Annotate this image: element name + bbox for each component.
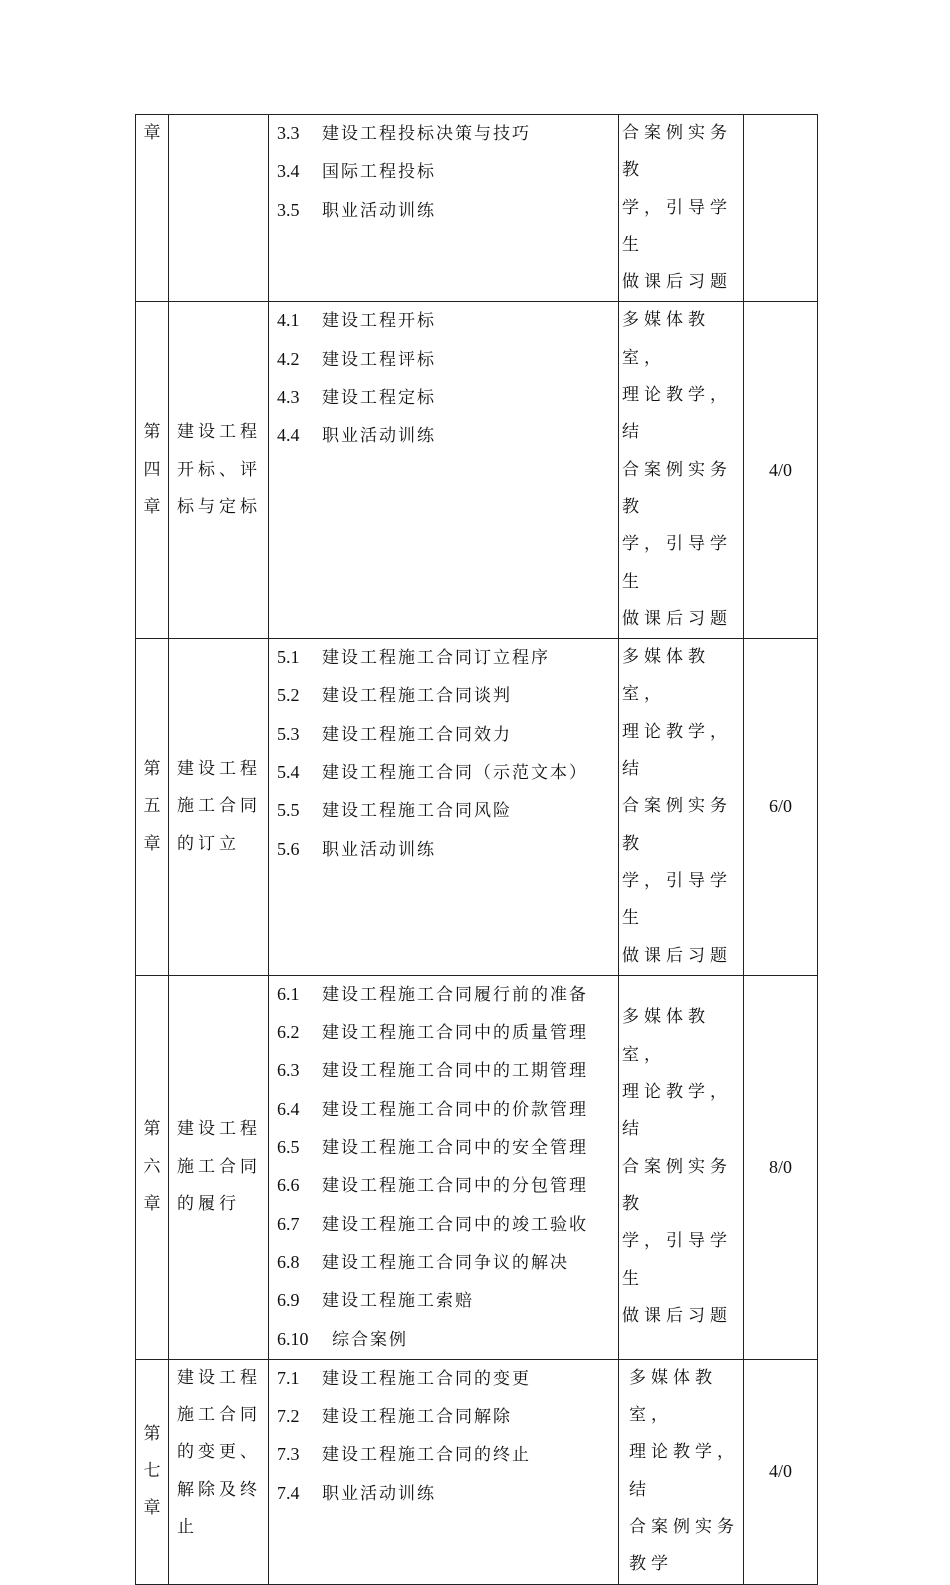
section-title: 建设工程施工合同风险 — [322, 801, 512, 822]
section-item — [277, 1360, 618, 1398]
section-item — [277, 379, 618, 417]
chapter-title-cell — [169, 115, 269, 302]
section-title: 建设工程评标 — [322, 349, 436, 370]
chapter-title — [169, 751, 268, 863]
chapter-title-cell — [169, 975, 269, 1359]
sections-cell — [269, 302, 619, 639]
chapter-title-line: 建设工程 — [177, 1367, 261, 1388]
section-number: 6.2 — [277, 1022, 300, 1043]
section-title: 建设工程施工合同订立程序 — [322, 648, 550, 669]
section-number: 3.3 — [277, 123, 300, 143]
section-title: 建设工程施工合同效力 — [322, 724, 512, 745]
sections-cell — [269, 115, 619, 302]
hours-value: 4/0 — [768, 459, 792, 480]
section-item — [277, 792, 618, 830]
chapter-title-line: 的履行 — [177, 1193, 240, 1214]
teaching-method-line: 教学 — [629, 1554, 673, 1575]
chapter-title-line: 的变更、 — [177, 1442, 261, 1463]
section-number: 3.4 — [277, 161, 300, 182]
section-number: 5.6 — [277, 838, 300, 859]
section-number: 7.2 — [277, 1406, 300, 1427]
chapter-title — [169, 414, 268, 526]
teaching-method-cell — [619, 639, 744, 976]
chapter-cell — [136, 115, 169, 302]
section-item — [277, 716, 618, 754]
teaching-method-line: 做课后习题 — [622, 1305, 732, 1326]
chapter-cell — [136, 1359, 169, 1584]
teaching-method-line: 多媒体教室， — [629, 1367, 717, 1426]
syllabus-table — [135, 114, 818, 1585]
section-title: 建设工程施工合同中的质量管理 — [322, 1023, 588, 1044]
section-title: 建设工程施工合同中的安全管理 — [322, 1138, 588, 1159]
section-item — [277, 153, 618, 191]
section-item — [277, 1206, 618, 1244]
chapter-char: 第 — [143, 422, 161, 443]
teaching-method-line: 理论教学，结 — [629, 1442, 739, 1500]
section-title: 建设工程施工合同中的竣工验收 — [322, 1214, 588, 1235]
section-item — [277, 192, 618, 230]
hours-cell — [744, 115, 818, 302]
chapter-cell — [136, 302, 169, 639]
chapter-char: 章 — [143, 496, 161, 517]
section-item — [277, 639, 618, 677]
hours-cell — [744, 975, 818, 1359]
teaching-method-line: 学，引导学生 — [622, 1231, 732, 1289]
teaching-method-line: 学，引导学生 — [622, 870, 732, 929]
chapter-char: 第 — [143, 1119, 161, 1140]
section-item — [277, 1436, 618, 1474]
chapter-char: 章 — [143, 123, 161, 143]
section-number: 5.5 — [277, 800, 300, 821]
chapter-char: 章 — [143, 833, 161, 854]
chapter-label — [136, 115, 168, 152]
chapter-cell — [136, 639, 169, 976]
teaching-method-line: 多媒体教室， — [622, 1007, 710, 1065]
chapter-title-line: 建设工程 — [177, 759, 261, 780]
section-title: 建设工程施工合同争议的解决 — [322, 1252, 569, 1273]
chapter-title-line: 的订立 — [177, 833, 240, 854]
section-number: 4.1 — [277, 310, 300, 331]
section-number: 3.5 — [277, 199, 300, 220]
teaching-method — [619, 1360, 743, 1584]
hours-value: 8/0 — [768, 1156, 792, 1177]
section-item — [277, 1129, 618, 1167]
chapter-title-line: 止 — [177, 1516, 198, 1537]
chapter-char: 第 — [143, 1423, 161, 1444]
section-number: 6.4 — [277, 1098, 300, 1119]
section-number: 4.4 — [277, 425, 300, 446]
section-title: 职业活动训练 — [322, 426, 436, 447]
chapter-title-line: 建设工程 — [177, 422, 261, 443]
chapter-char: 六 — [143, 1156, 161, 1177]
section-number: 7.3 — [277, 1444, 300, 1465]
hours-cell — [744, 1359, 818, 1584]
chapter-title-cell — [169, 302, 269, 639]
chapter-char: 章 — [143, 1498, 161, 1519]
section-title: 职业活动训练 — [322, 839, 436, 860]
hours-value: 6/0 — [768, 796, 792, 817]
chapter-char: 第 — [143, 759, 161, 780]
teaching-method-line: 合案例实务教 — [622, 123, 732, 181]
chapter-title-cell — [169, 1359, 269, 1584]
section-number: 4.2 — [277, 348, 300, 369]
section-item — [277, 417, 618, 455]
chapter-char: 章 — [143, 1193, 161, 1214]
teaching-method-cell — [619, 975, 744, 1359]
teaching-method — [619, 302, 743, 638]
hours-cell — [744, 639, 818, 976]
teaching-method-line: 合案例实务教 — [622, 1156, 732, 1214]
section-item — [277, 302, 618, 340]
teaching-method — [619, 999, 743, 1335]
section-item — [277, 1167, 618, 1205]
teaching-method-line: 合案例实务 — [629, 1516, 739, 1537]
section-title: 职业活动训练 — [322, 1483, 436, 1504]
section-number: 6.6 — [277, 1175, 300, 1196]
section-title: 建设工程施工合同履行前的准备 — [322, 984, 588, 1005]
section-title: 职业活动训练 — [322, 200, 436, 221]
teaching-method-cell — [619, 115, 744, 302]
teaching-method-line: 理论教学，结 — [622, 385, 732, 443]
teaching-method-line: 做课后习题 — [622, 945, 732, 966]
chapter-title — [169, 1360, 268, 1546]
chapter-title-line: 施工合同 — [177, 796, 261, 817]
table-row — [136, 115, 818, 302]
teaching-method-line: 理论教学，结 — [622, 1082, 732, 1140]
chapter-title — [169, 1111, 268, 1223]
section-list — [269, 302, 618, 455]
teaching-method-line: 做课后习题 — [622, 608, 732, 629]
chapter-title-cell — [169, 639, 269, 976]
section-list — [269, 1360, 618, 1513]
section-item — [277, 976, 618, 1014]
teaching-method-line: 多媒体教室， — [622, 310, 710, 368]
section-number: 4.3 — [277, 387, 300, 408]
section-number: 5.2 — [277, 685, 300, 706]
teaching-method-line: 学，引导学生 — [622, 197, 732, 255]
section-title: 建设工程施工合同中的工期管理 — [322, 1061, 588, 1082]
section-item — [277, 1091, 618, 1129]
section-number: 5.4 — [277, 762, 300, 783]
section-item — [277, 1475, 618, 1513]
section-number: 7.1 — [277, 1367, 300, 1388]
section-number: 6.5 — [277, 1137, 300, 1158]
section-list — [269, 639, 618, 869]
section-number: 6.9 — [277, 1290, 300, 1311]
chapter-char: 五 — [143, 796, 161, 817]
chapter-label — [136, 1416, 168, 1528]
section-title: 建设工程施工索赔 — [322, 1291, 474, 1312]
section-number: 6.3 — [277, 1060, 300, 1081]
teaching-method — [619, 639, 743, 975]
section-title: 建设工程施工合同中的价款管理 — [322, 1099, 588, 1120]
chapter-title-line: 施工合同 — [177, 1156, 261, 1177]
table-row — [136, 639, 818, 976]
section-title: 建设工程开标 — [322, 311, 436, 332]
section-number: 6.7 — [277, 1213, 300, 1234]
teaching-method-cell — [619, 302, 744, 639]
teaching-method-line: 合案例实务教 — [622, 459, 732, 517]
section-number: 5.1 — [277, 647, 300, 668]
section-title: 建设工程施工合同解除 — [322, 1407, 512, 1428]
section-title: 建设工程施工合同中的分包管理 — [322, 1176, 588, 1197]
section-title: 建设工程施工合同的终止 — [322, 1445, 531, 1466]
section-title: 建设工程定标 — [322, 388, 436, 409]
section-number: 6.10 — [277, 1328, 309, 1349]
chapter-char: 四 — [143, 459, 161, 480]
hours-cell — [744, 302, 818, 639]
section-title: 建设工程施工合同谈判 — [322, 686, 512, 707]
section-title: 综合案例 — [332, 1329, 408, 1350]
sections-cell — [269, 975, 619, 1359]
sections-cell — [269, 639, 619, 976]
table-row — [136, 302, 818, 639]
chapter-title-line: 标与定标 — [177, 496, 261, 517]
section-item — [277, 1282, 618, 1320]
section-item — [277, 1244, 618, 1282]
teaching-method-line: 多媒体教室， — [622, 647, 710, 705]
chapter-title-line: 建设工程 — [177, 1119, 261, 1140]
table-row — [136, 1359, 818, 1584]
chapter-label — [136, 1111, 168, 1223]
chapter-title-line: 施工合同 — [177, 1405, 261, 1426]
section-title: 建设工程施工合同（示范文本） — [322, 763, 588, 784]
syllabus-body — [136, 115, 818, 1585]
section-item — [277, 341, 618, 379]
chapter-cell — [136, 975, 169, 1359]
section-number: 5.3 — [277, 723, 300, 744]
teaching-method-line: 做课后习题 — [622, 272, 732, 293]
section-item — [277, 1052, 618, 1090]
teaching-method-line: 理论教学，结 — [622, 721, 732, 780]
section-item — [277, 1398, 618, 1436]
section-item — [277, 115, 618, 153]
table-row — [136, 975, 818, 1359]
section-number: 6.8 — [277, 1251, 300, 1272]
chapter-label — [136, 414, 168, 526]
chapter-label — [136, 751, 168, 863]
section-list — [269, 115, 618, 230]
section-item — [277, 677, 618, 715]
sections-cell — [269, 1359, 619, 1584]
section-item — [277, 831, 618, 869]
teaching-method — [619, 115, 743, 301]
section-title: 建设工程投标决策与技巧 — [322, 124, 531, 144]
chapter-title-line: 开标、评 — [177, 459, 261, 480]
section-number: 7.4 — [277, 1482, 300, 1503]
chapter-char: 七 — [143, 1461, 161, 1482]
section-item — [277, 1014, 618, 1052]
chapter-title-line: 解除及终 — [177, 1479, 261, 1500]
section-number: 6.1 — [277, 983, 300, 1004]
teaching-method-cell — [619, 1359, 744, 1584]
teaching-method-line: 合案例实务教 — [622, 796, 732, 854]
section-list — [269, 976, 618, 1359]
section-title: 国际工程投标 — [322, 162, 436, 183]
section-item — [277, 1321, 618, 1359]
section-title: 建设工程施工合同的变更 — [322, 1368, 531, 1389]
hours-value: 4/0 — [768, 1461, 792, 1482]
teaching-method-line: 学，引导学生 — [622, 534, 732, 592]
section-item — [277, 754, 618, 792]
